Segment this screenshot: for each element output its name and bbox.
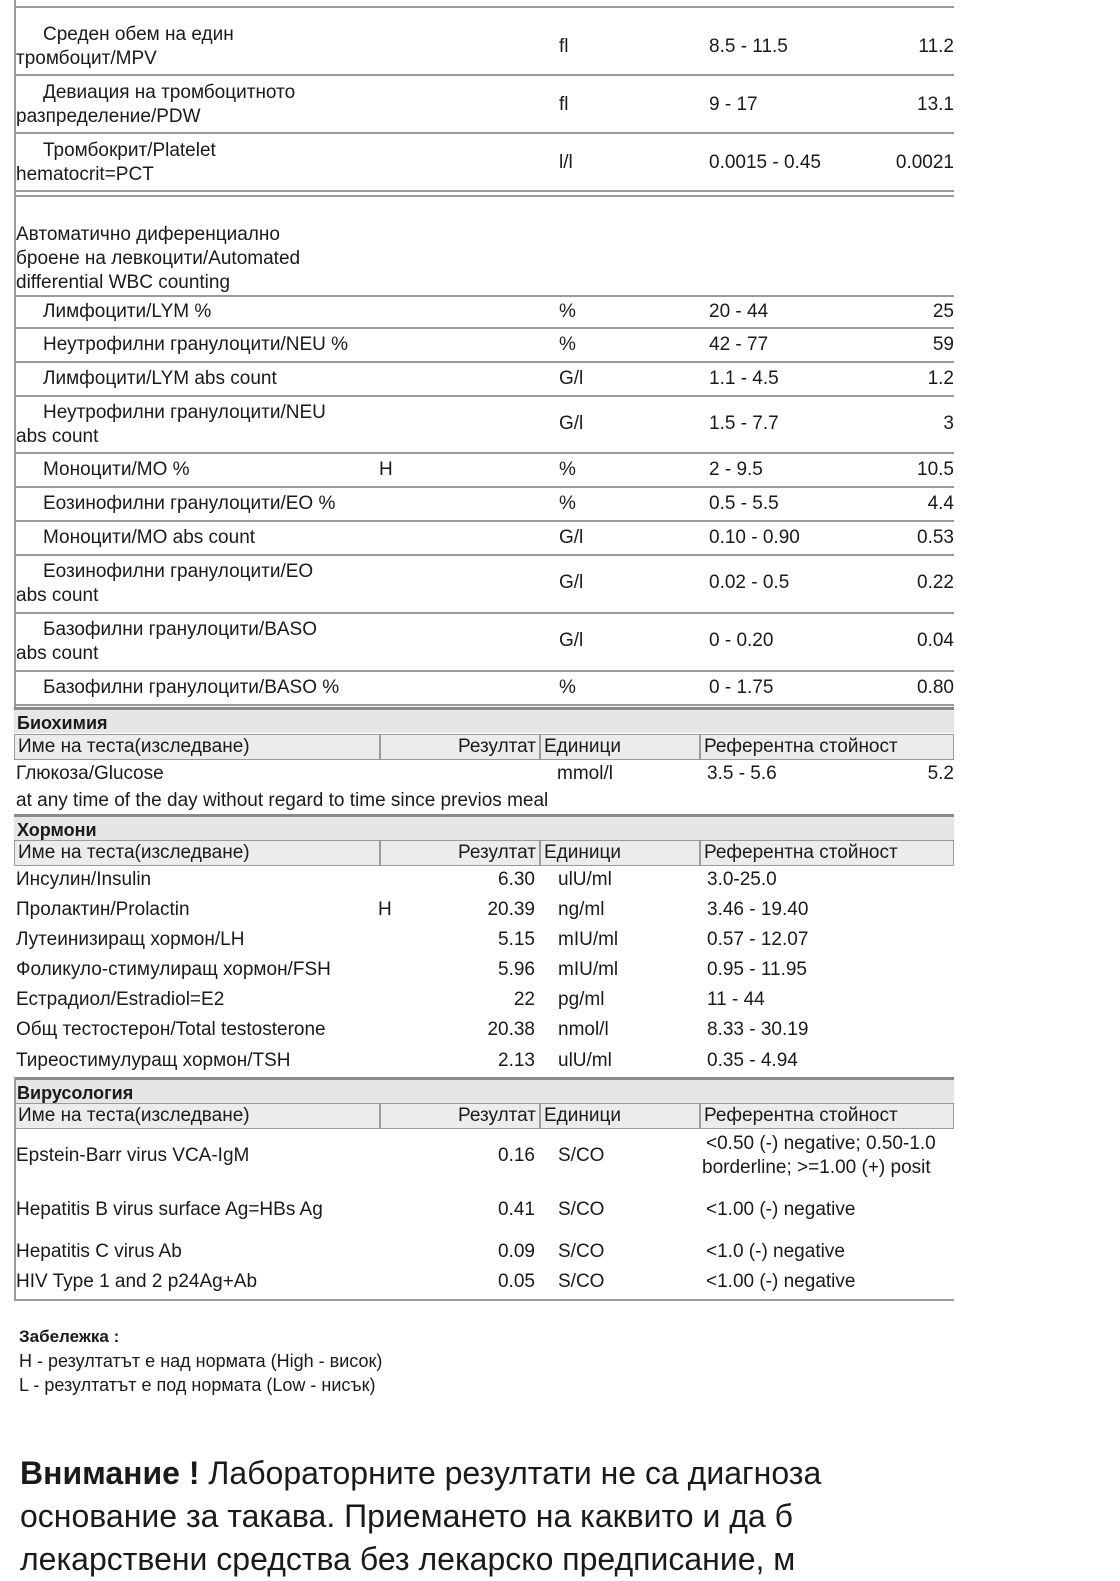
table-row bbox=[14, 134, 954, 192]
header-reference: Референтна стойност bbox=[700, 1103, 954, 1129]
result-value: 0.0021 bbox=[895, 152, 954, 173]
unit: % bbox=[559, 459, 576, 480]
reference-range: 11 - 44 bbox=[707, 989, 765, 1010]
unit: fl bbox=[559, 94, 569, 115]
test-name: Глюкоза/Glucose bbox=[16, 763, 164, 784]
table-row bbox=[14, 488, 954, 522]
unit: mIU/ml bbox=[558, 959, 619, 980]
unit: % bbox=[559, 677, 576, 698]
reference-range: <1.00 (-) negative bbox=[706, 1271, 856, 1292]
table-row bbox=[14, 614, 954, 672]
result-value: 0.22 bbox=[917, 572, 954, 593]
table-row bbox=[14, 76, 954, 134]
table-row bbox=[14, 454, 954, 488]
reference-range: 1.5 - 7.7 bbox=[709, 413, 779, 434]
result-value: 5.15 bbox=[498, 929, 535, 950]
warning-line-3: лекарствени средства без лекарско предписание, м bbox=[20, 1541, 796, 1577]
column-headers bbox=[14, 734, 954, 760]
reference-range: 3.5 - 5.6 bbox=[707, 763, 777, 784]
unit: S/CO bbox=[558, 1271, 605, 1292]
test-name: Неутрофилни гранулоцити/NEU % bbox=[43, 334, 349, 355]
reference-range: 42 - 77 bbox=[709, 334, 769, 355]
reference-range: 0.02 - 0.5 bbox=[709, 572, 790, 593]
reference-range: 0.10 - 0.90 bbox=[709, 527, 800, 548]
unit: G/l bbox=[559, 630, 584, 651]
reference-range: 2 - 9.5 bbox=[709, 459, 763, 480]
test-name: Среден обем на един тромбоцит/MPV bbox=[16, 24, 234, 69]
header-units: Единици bbox=[540, 840, 700, 866]
unit: mmol/l bbox=[557, 763, 613, 784]
reference-range: <0.50 (-) negative; 0.50-1.0 bbox=[706, 1133, 936, 1154]
result-value: 0.04 bbox=[917, 630, 954, 651]
test-name: Инсулин/Insulin bbox=[16, 869, 152, 890]
header-reference: Референтна стойност bbox=[700, 734, 954, 760]
unit: ulU/ml bbox=[558, 869, 612, 890]
unit: S/CO bbox=[558, 1145, 605, 1166]
group-title: Автоматично диференциално броене на левкоцити/Automated differential WBC counting bbox=[16, 224, 301, 293]
warning-line-2: основание за такава. Приемането на каквито и да б bbox=[20, 1498, 793, 1534]
header-result: Резултат bbox=[380, 1103, 540, 1129]
unit: G/l bbox=[559, 413, 584, 434]
test-name: Hepatitis B virus surface Ag=HBs Ag bbox=[16, 1199, 323, 1220]
reference-range: 3.0-25.0 bbox=[707, 869, 777, 890]
reference-range: <1.00 (-) negative bbox=[706, 1199, 856, 1220]
test-name: Базофилни гранулоцити/BASO abs count bbox=[16, 619, 317, 664]
test-name: Пролактин/Prolactin bbox=[16, 899, 190, 920]
test-name: Еозинофилни гранулоцити/EO abs count bbox=[16, 561, 314, 606]
reference-range-continued: borderline; >=1.00 (+) posit bbox=[702, 1157, 931, 1178]
reference-range: 8.33 - 30.19 bbox=[707, 1019, 809, 1040]
test-name: Лутеинизиращ хормон/LH bbox=[16, 929, 245, 950]
table-left-border-top bbox=[14, 0, 16, 707]
result-value: 10.5 bbox=[917, 459, 954, 480]
section-title-biochemistry: Биохимия bbox=[14, 707, 954, 733]
reference-range: 0.57 - 12.07 bbox=[707, 929, 809, 950]
test-name: Девиация на тромбоцитното разпределение/PDW bbox=[16, 82, 296, 127]
table-row bbox=[14, 329, 954, 363]
table-row bbox=[14, 760, 954, 788]
unit: fl bbox=[559, 36, 569, 57]
result-value: 22 bbox=[513, 989, 535, 1010]
diff-group-header bbox=[14, 195, 954, 297]
unit: G/l bbox=[559, 368, 584, 389]
result-value: 20.39 bbox=[487, 899, 535, 920]
result-value: 11.2 bbox=[918, 36, 954, 57]
header-test-name: Име на теста(изследване) bbox=[14, 1103, 380, 1129]
table-row bbox=[14, 18, 954, 76]
header-units: Единици bbox=[540, 734, 700, 760]
unit: pg/ml bbox=[558, 989, 605, 1010]
reference-range: 0.5 - 5.5 bbox=[709, 493, 779, 514]
biochem-note: at any time of the day without regard to time since previos meal bbox=[16, 790, 549, 811]
reference-range: 3.46 - 19.40 bbox=[707, 899, 809, 920]
result-value: 1.2 bbox=[927, 368, 954, 389]
result-value: 0.09 bbox=[498, 1241, 535, 1262]
unit: % bbox=[559, 334, 576, 355]
unit: % bbox=[559, 301, 576, 322]
warning-label: Внимание ! bbox=[20, 1455, 200, 1491]
result-value: 59 bbox=[932, 334, 954, 355]
section-title-virology: Вирусология bbox=[14, 1077, 954, 1103]
result-value: 0.53 bbox=[917, 527, 954, 548]
test-name: Фоликуло-стимулиращ хормон/FSH bbox=[16, 959, 331, 980]
reference-range: 20 - 44 bbox=[709, 301, 769, 322]
notes-low: L - резултатът е под нормата (Low - нисък) bbox=[19, 1375, 376, 1395]
header-test-name: Име на теста(изследване) bbox=[14, 840, 380, 866]
unit: S/CO bbox=[558, 1241, 605, 1262]
table-row bbox=[14, 363, 954, 397]
reference-range: 9 - 17 bbox=[709, 94, 758, 115]
result-value: 0.16 bbox=[498, 1145, 535, 1166]
test-name: Базофилни гранулоцити/BASO % bbox=[43, 677, 340, 698]
notes-high: H - резултатът е над нормата (High - висок) bbox=[19, 1351, 383, 1371]
test-name: Еозинофилни гранулоцити/EO % bbox=[43, 493, 336, 514]
high-flag: H bbox=[379, 459, 393, 480]
reference-range: 0.0015 - 0.45 bbox=[709, 152, 821, 173]
warning-text bbox=[20, 1452, 1120, 1581]
test-name: Неутрофилни гранулоцити/NEU abs count bbox=[16, 402, 326, 447]
unit: G/l bbox=[559, 572, 584, 593]
unit: nmol/l bbox=[558, 1019, 609, 1040]
unit: mIU/ml bbox=[558, 929, 619, 950]
result-value: 13.1 bbox=[917, 94, 954, 115]
header-result: Резултат bbox=[380, 734, 540, 760]
result-value: 0.41 bbox=[498, 1199, 535, 1220]
table-row bbox=[14, 556, 954, 614]
unit: l/l bbox=[559, 152, 573, 173]
reference-range: <1.0 (-) negative bbox=[706, 1241, 845, 1262]
result-value: 0.80 bbox=[917, 677, 954, 698]
cut-row bbox=[14, 0, 954, 8]
header-units: Единици bbox=[540, 1103, 700, 1129]
result-value: 3 bbox=[943, 413, 954, 434]
table-bottom-border bbox=[14, 1299, 954, 1301]
unit: ng/ml bbox=[558, 899, 605, 920]
test-name: Моноцити/MO abs count bbox=[43, 527, 256, 548]
column-headers bbox=[14, 840, 954, 866]
table-row bbox=[14, 297, 954, 329]
unit: S/CO bbox=[558, 1199, 605, 1220]
test-name: Общ тестостерон/Total testosterone bbox=[16, 1019, 326, 1040]
result-value: 0.05 bbox=[498, 1271, 535, 1292]
header-test-name: Име на теста(изследване) bbox=[14, 734, 380, 760]
unit: ulU/ml bbox=[558, 1050, 612, 1071]
unit: G/l bbox=[559, 527, 584, 548]
header-result: Резултат bbox=[380, 840, 540, 866]
legend-notes bbox=[19, 1325, 382, 1397]
warning-line-1: Лабораторните резултати не са диагноза bbox=[199, 1455, 822, 1491]
reference-range: 0 - 1.75 bbox=[709, 677, 774, 698]
test-name: Моноцити/MO % bbox=[43, 459, 190, 480]
section-title-hormones: Хормони bbox=[14, 814, 954, 840]
test-name: Hepatitis C virus Ab bbox=[16, 1241, 182, 1262]
notes-title: Забележка : bbox=[19, 1327, 120, 1346]
table-row bbox=[14, 672, 954, 706]
test-name: Лимфоцити/LYM abs count bbox=[43, 368, 277, 389]
column-headers bbox=[14, 1103, 954, 1129]
reference-range: 0.95 - 11.95 bbox=[707, 959, 808, 980]
result-value: 6.30 bbox=[498, 869, 535, 890]
result-value: 2.13 bbox=[498, 1050, 535, 1071]
reference-range: 0 - 0.20 bbox=[709, 630, 774, 651]
table-row bbox=[14, 522, 954, 556]
result-value: 5.96 bbox=[498, 959, 535, 980]
test-name: Лимфоцити/LYM % bbox=[43, 301, 212, 322]
table-left-border bbox=[14, 1077, 16, 1301]
result-value: 5.2 bbox=[927, 763, 954, 784]
result-value: 4.4 bbox=[927, 493, 954, 514]
test-name: Тиреостимулуращ хормон/TSH bbox=[16, 1050, 291, 1071]
table-row bbox=[14, 397, 954, 454]
result-value: 25 bbox=[932, 301, 954, 322]
reference-range: 0.35 - 4.94 bbox=[707, 1050, 798, 1071]
test-name: Epstein-Barr virus VCA-IgM bbox=[16, 1145, 250, 1166]
test-name: Тромбокрит/Platelet hematocrit=PCT bbox=[16, 140, 216, 185]
reference-range: 8.5 - 11.5 bbox=[709, 36, 788, 57]
unit: % bbox=[559, 493, 576, 514]
result-value: 20.38 bbox=[487, 1019, 535, 1040]
test-name: Естрадиол/Estradiol=E2 bbox=[16, 989, 225, 1010]
test-name: HIV Type 1 and 2 p24Ag+Ab bbox=[16, 1271, 258, 1292]
reference-range: 1.1 - 4.5 bbox=[709, 368, 779, 389]
high-flag: H bbox=[378, 899, 392, 920]
header-reference: Референтна стойност bbox=[700, 840, 954, 866]
